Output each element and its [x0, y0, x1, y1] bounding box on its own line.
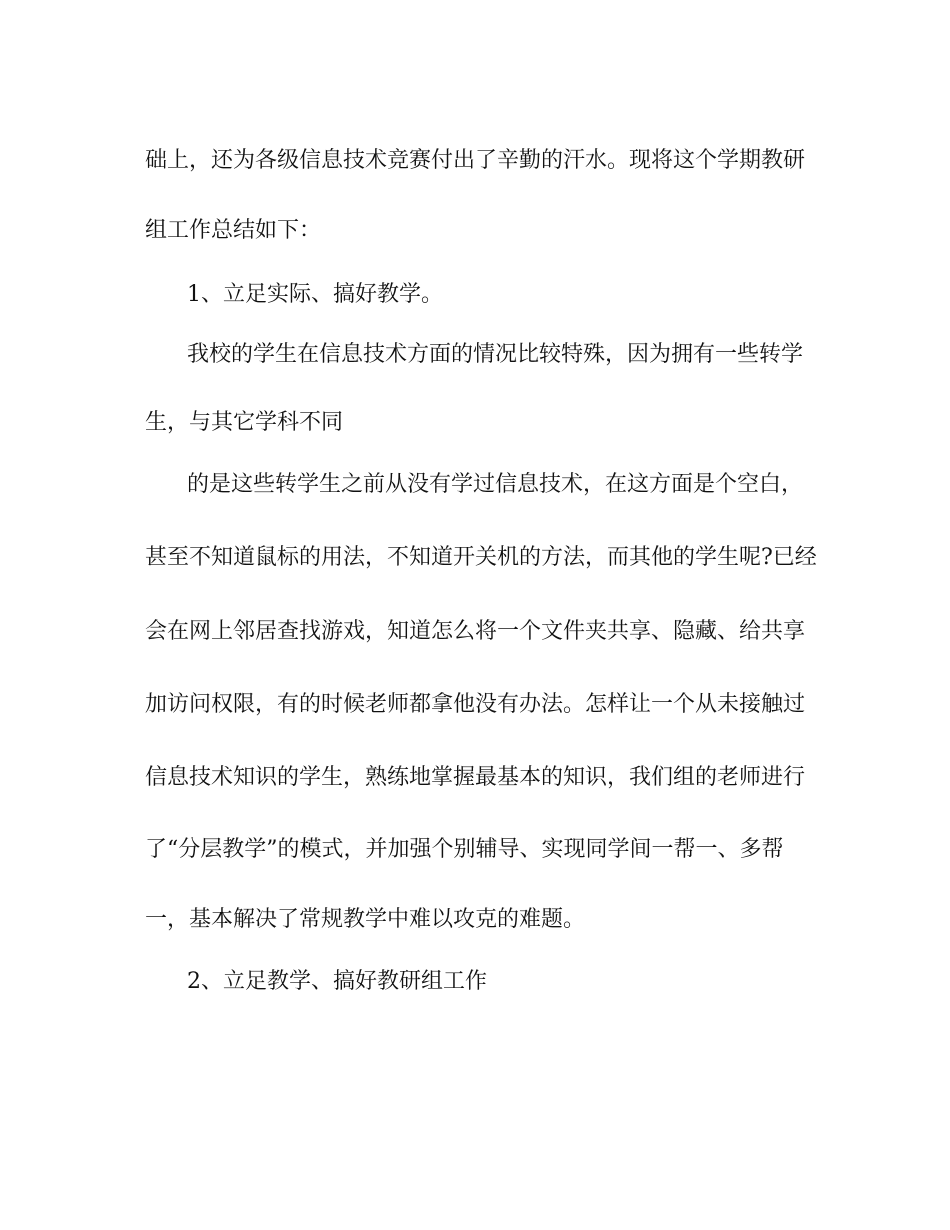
section-heading-1: 1、立足实际、搞好教学。 — [187, 282, 443, 307]
paragraph-line: 信息技术知识的学生，熟练地掌握最基本的知识，我们组的老师进行 — [145, 765, 806, 790]
paragraph-line: 会在网上邻居查找游戏，知道怎么将一个文件夹共享、隐藏、给共享 — [145, 619, 806, 644]
paragraph-line: 我校的学生在信息技术方面的情况比较特殊，因为拥有一些转学 — [187, 342, 804, 367]
section-heading-2: 2、立足教学、搞好教研组工作 — [187, 969, 487, 994]
paragraph-line: 生，与其它学科不同 — [145, 410, 344, 435]
paragraph-line: 的是这些转学生之前从没有学过信息技术，在这方面是个空白， — [187, 472, 804, 497]
paragraph-line: 组工作总结如下： — [145, 218, 322, 243]
paragraph-line: 础上，还为各级信息技术竞赛付出了辛勤的汗水。现将这个学期教研 — [145, 148, 806, 173]
paragraph-line: 甚至不知道鼠标的用法，不知道开关机的方法，而其他的学生呢?已经 — [145, 545, 817, 570]
paragraph-line: 了“分层教学”的模式，并加强个别辅导、实现同学间一帮一、多帮 — [145, 837, 784, 862]
paragraph-line: 一，基本解决了常规教学中难以攻克的难题。 — [145, 907, 586, 932]
paragraph-line: 加访问权限，有的时候老师都拿他没有办法。怎样让一个从未接触过 — [145, 692, 806, 717]
